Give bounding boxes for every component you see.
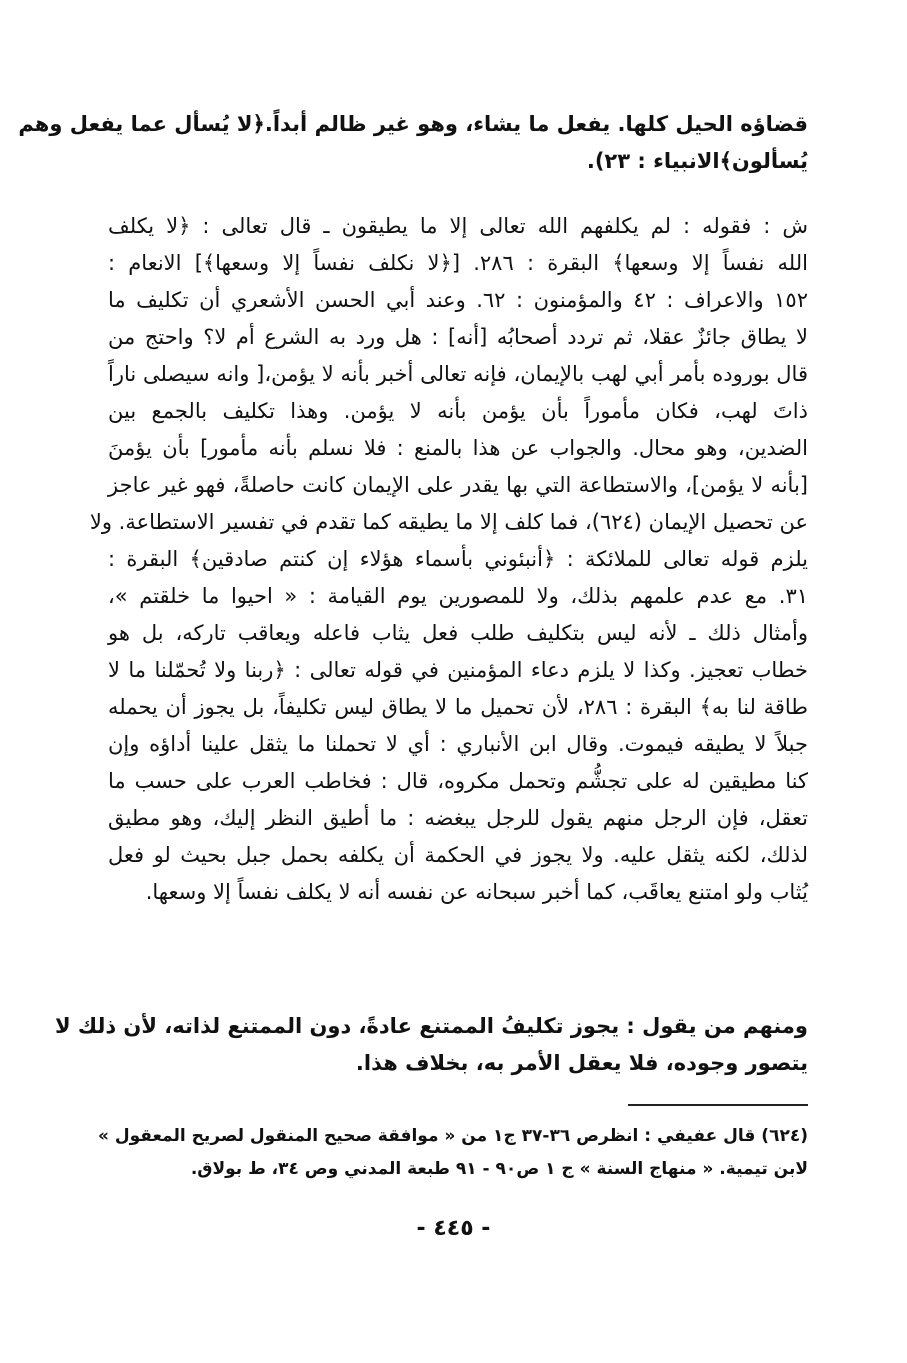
- main-paragraph: [89, 208, 808, 911]
- text-line: خطاب تعجيز. وكذا لا يلزم دعاء المؤمنين في قوله تعالى : ﴿ربنا ولا تُحمّلنا ما لا: [108, 658, 808, 682]
- text-line: يتصور وجوده، فلا يعقل الأمر به، بخلاف هذا.: [355, 1051, 808, 1075]
- text-line: ومنهم من يقول : يجوز تكليفُ الممتنع عادةً، دون الممتنع لذاته، لأن ذلك لا: [54, 1014, 808, 1038]
- text-line: يُسألون﴾الانبياء : ٢٣).: [586, 149, 808, 173]
- text-line: عن تحصيل الإيمان (٦٢٤)، فما كلف إلا ما يطيقه كما تقدم في تفسير الاستطاعة. ولا: [89, 510, 808, 534]
- text-line: يُثاب ولو امتنع يعاقَب، كما أخبر سبحانه عن نفسه أنه لا يكلف نفساً إلا وسعها.: [145, 880, 808, 904]
- text-line: ٣١. مع عدم علمهم بذلك، ولا للمصورين يوم القيامة : « احيوا ما خلقتم »،: [108, 584, 808, 608]
- page-number: - ٤٤٥ -: [416, 1216, 491, 1241]
- text-line: الله نفساً إلا وسعها﴾ البقرة : ٢٨٦. [﴿لا نكلف نفساً إلا وسعها﴾] الانعام :: [108, 251, 808, 275]
- text-line: لا يطاق جائزٌ عقلا، ثم تردد أصحابُه [أنه] : هل ورد به الشرع أم لا؟ واحتج من: [108, 325, 808, 349]
- text-line: جبلاً لا يطيقه فيموت. وقال ابن الأنباري : أي لا تحملنا ما يثقل علينا أداؤه وإن: [108, 732, 808, 756]
- text-line: الضدين، وهو محال. والجواب عن هذا بالمنع : فلا نسلم بأنه مأمور] بأن يؤمنَ: [108, 436, 808, 460]
- text-line: تعقل، فإن الرجل منهم يقول للرجل يبغضه : ما أطيق النظر إليك، وهو مطيق: [108, 806, 808, 830]
- text-line: قضاؤه الحيل كلها. يفعل ما يشاء، وهو غير ظالم أبداً.﴿لا يُسأل عما يفعل وهم: [18, 112, 808, 136]
- text-line: يلزم قوله تعالى للملائكة : ﴿أنبئوني بأسماء هؤلاء إن كنتم صادقين﴾ البقرة :: [108, 547, 808, 571]
- text-line: ش : فقوله : لم يكلفهم الله تعالى إلا ما يطيقون ـ قال تعالى : ﴿لا يكلف: [108, 214, 808, 238]
- text-line: قال بوروده بأمر أبي لهب بالإيمان، فإنه تعالى أخبر بأنه لا يؤمن،[ وانه سيصلى ناراً: [108, 362, 808, 386]
- footnote-line: (٦٢٤) قال عفيفي : انظرص ٣٦-٣٧ ج١ من « موافقة صحيح المنقول لصريح المعقول »: [97, 1126, 808, 1146]
- footnote-line: لابن تيمية. « منهاج السنة » ج ١ ص٩٠ - ٩١ طبعة المدني وص ٣٤، ط بولاق.: [190, 1159, 808, 1179]
- opening-paragraph: [18, 106, 808, 180]
- text-line: ذاتَ لهب، فكان مأموراً بأن يؤمن بأنه لا يؤمن. وهذا تكليف بالجمع بين: [108, 399, 808, 423]
- text-line: وأمثال ذلك ـ لأنه ليس بتكليف طلب فعل يثاب فاعله ويعاقب تاركه، بل هو: [108, 621, 808, 645]
- text-line: كنا مطيقين له على تجشُّم وتحمل مكروه، قال : فخاطب العرب على حسب ما: [108, 769, 808, 793]
- closing-paragraph: [54, 1008, 808, 1082]
- text-line: [بأنه لا يؤمن]، والاستطاعة التي بها يقدر على الإيمان كانت حاصلةً، فهو غير عاجز: [108, 473, 808, 497]
- footnote-divider: [628, 1104, 808, 1106]
- text-line: طاقة لنا به﴾ البقرة : ٢٨٦، لأن تحميل ما لا يطاق ليس تكليفاً، بل يجوز أن يحمله: [108, 695, 808, 719]
- text-line: لذلك، لكنه يثقل عليه. ولا يجوز في الحكمة أن يكلفه بحمل جبل بحيث لو فعل: [108, 843, 808, 867]
- text-line: ١٥٢ والاعراف : ٤٢ والمؤمنون : ٦٢. وعند أبي الحسن الأشعري أن تكليف ما: [108, 288, 808, 312]
- footnote: [97, 1120, 808, 1186]
